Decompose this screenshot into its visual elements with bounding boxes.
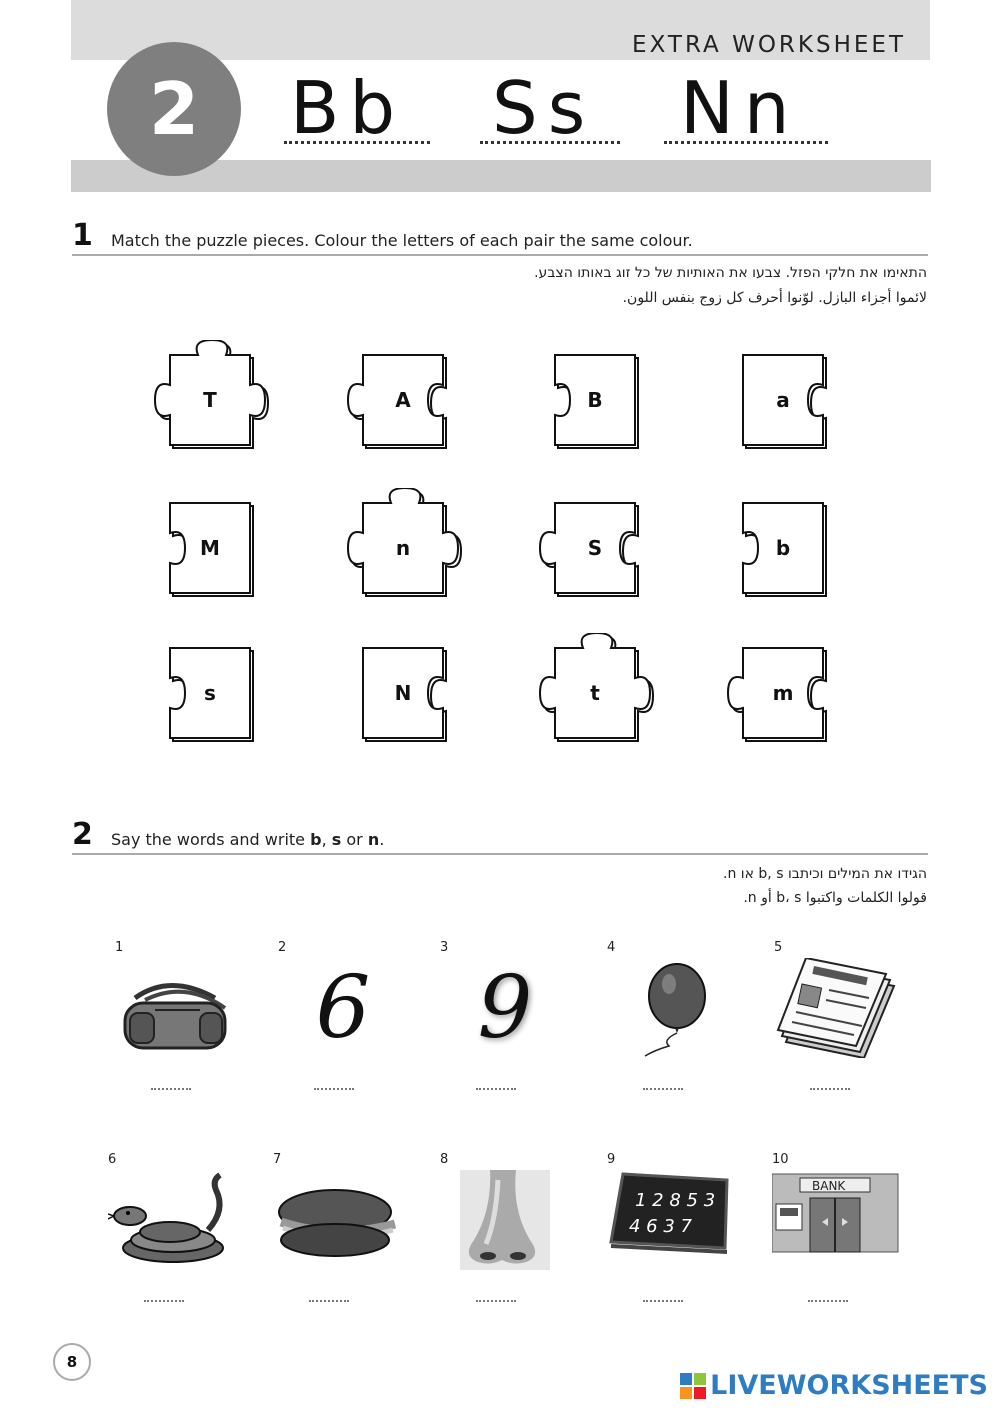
letter-b: b: [310, 830, 322, 849]
picture-item-7: [273, 1152, 403, 1292]
answer-blank[interactable]: [309, 1300, 349, 1302]
letter-s: s: [331, 830, 342, 849]
puzzle-piece-a[interactable]: [713, 340, 853, 460]
separator: or: [341, 830, 368, 849]
page-number: 8: [53, 1343, 91, 1381]
puzzle-piece-letter: S: [587, 536, 603, 560]
picture-item-5: [774, 940, 904, 1080]
puzzle-piece-letter: s: [204, 681, 216, 705]
puzzle-piece-s[interactable]: [140, 633, 280, 753]
newspaper-icon: [774, 958, 904, 1058]
exercise-1-instruction: Match the puzzle pieces. Colour the letters of each pair the same colour.: [111, 231, 693, 250]
puzzle-piece-letter: A: [395, 388, 411, 412]
exercise-2-number: 2: [72, 817, 93, 852]
item-number: 9: [607, 1152, 616, 1167]
answer-blank[interactable]: [476, 1088, 516, 1090]
puzzle-piece-letter: t: [590, 681, 600, 705]
item-number: 3: [440, 940, 449, 955]
letter-pair-ss-dots: [480, 138, 620, 144]
picture-item-6: [108, 1152, 238, 1292]
unit-number-badge: [107, 42, 241, 176]
puzzle-piece-b[interactable]: [713, 488, 853, 608]
six-icon: [278, 958, 408, 1058]
letter-pair-nn: Nn: [680, 66, 800, 150]
item-number: 8: [440, 1152, 449, 1167]
sandwich-icon: [273, 1170, 403, 1270]
puzzle-piece-letter: m: [772, 681, 794, 705]
item-number: 2: [278, 940, 287, 955]
exercise-2-rule: [72, 853, 928, 855]
board-line-2: 4 6 3 7: [629, 1216, 692, 1237]
letter-pair-nn-dots: [664, 138, 828, 144]
answer-blank[interactable]: [314, 1088, 354, 1090]
picture-item-3: [440, 940, 570, 1080]
brand-logo: [680, 1370, 988, 1401]
picture-item-8: [440, 1152, 570, 1292]
puzzle-piece-letter: a: [776, 388, 790, 412]
picture-item-10: [772, 1152, 902, 1292]
puzzle-piece-letter: T: [203, 388, 217, 412]
nine-icon: [440, 958, 570, 1058]
puzzle-piece-M[interactable]: [140, 488, 280, 608]
separator: ,: [321, 830, 332, 849]
item-number: 10: [772, 1152, 789, 1167]
puzzle-piece-t[interactable]: [525, 633, 665, 753]
puzzle-piece-B[interactable]: [525, 340, 665, 460]
bank-icon: [772, 1170, 902, 1270]
puzzle-piece-letter: n: [395, 536, 411, 560]
nine-glyph: 9: [477, 958, 533, 1058]
puzzle-piece-N[interactable]: [333, 633, 473, 753]
puzzle-piece-letter: b: [775, 536, 791, 560]
exercise-1-arabic: لائموا أجزاء البازل. لوّنوا أحرف كل زوج بنفس اللون.: [622, 290, 927, 306]
picture-item-1: [115, 940, 245, 1080]
letter-pair-ss: Ss: [492, 66, 596, 150]
item-number: 6: [108, 1152, 117, 1167]
bank-sign: BANK: [812, 1179, 846, 1193]
exercise-1-number: 1: [72, 218, 93, 253]
brand-name: LIVEWORKSHEETS: [710, 1370, 988, 1401]
unit-number: 2: [148, 67, 200, 151]
answer-blank[interactable]: [643, 1300, 683, 1302]
instruction-text: Say the words and write: [111, 830, 311, 849]
picture-item-9: [607, 1152, 737, 1292]
answer-blank[interactable]: [476, 1300, 516, 1302]
liveworksheets-logo-icon: [680, 1373, 706, 1399]
nose-icon: [440, 1170, 570, 1270]
snake-icon: [108, 1170, 238, 1270]
worksheet-title: EXTRA WORKSHEET: [632, 32, 906, 58]
item-number: 7: [273, 1152, 282, 1167]
puzzle-piece-letter: B: [587, 388, 603, 412]
exercise-1-hebrew: התאימו את חלקי הפזל. צבעו את האותיות של כל זוג באותו הצבע.: [534, 265, 927, 281]
puzzle-piece-T[interactable]: [140, 340, 280, 460]
answer-blank[interactable]: [144, 1300, 184, 1302]
board-line-1: 1 2 8 5 3: [635, 1190, 716, 1211]
instruction-suffix: .: [379, 830, 385, 849]
exercise-2-instruction: [111, 830, 384, 849]
answer-blank[interactable]: [810, 1088, 850, 1090]
item-number: 5: [774, 940, 783, 955]
item-number: 1: [115, 940, 124, 955]
answer-blank[interactable]: [151, 1088, 191, 1090]
puzzle-piece-A[interactable]: [333, 340, 473, 460]
puzzle-piece-letter: M: [200, 536, 220, 560]
exercise-2-arabic: قولوا الكلمات واكتبوا b، s أو n.: [743, 890, 927, 906]
balloon-icon: [607, 958, 737, 1058]
picture-item-2: [278, 940, 408, 1080]
puzzle-piece-m[interactable]: [713, 633, 853, 753]
item-number: 4: [607, 940, 616, 955]
bag-icon: [115, 958, 245, 1058]
exercise-1-rule: [72, 254, 928, 256]
puzzle-piece-letter: N: [394, 681, 412, 705]
answer-blank[interactable]: [643, 1088, 683, 1090]
puzzle-piece-S[interactable]: [525, 488, 665, 608]
puzzle-piece-n[interactable]: [333, 488, 473, 608]
numbers-board-icon: [607, 1170, 737, 1270]
exercise-2-hebrew: הגידו את המילים וכיתבו b, s או n.: [723, 866, 927, 882]
letter-pair-bb: Bb: [290, 66, 406, 150]
six-glyph: 6: [315, 958, 371, 1058]
answer-blank[interactable]: [808, 1300, 848, 1302]
letter-n: n: [367, 830, 380, 849]
letter-pair-bb-dots: [284, 138, 430, 144]
picture-item-4: [607, 940, 737, 1080]
